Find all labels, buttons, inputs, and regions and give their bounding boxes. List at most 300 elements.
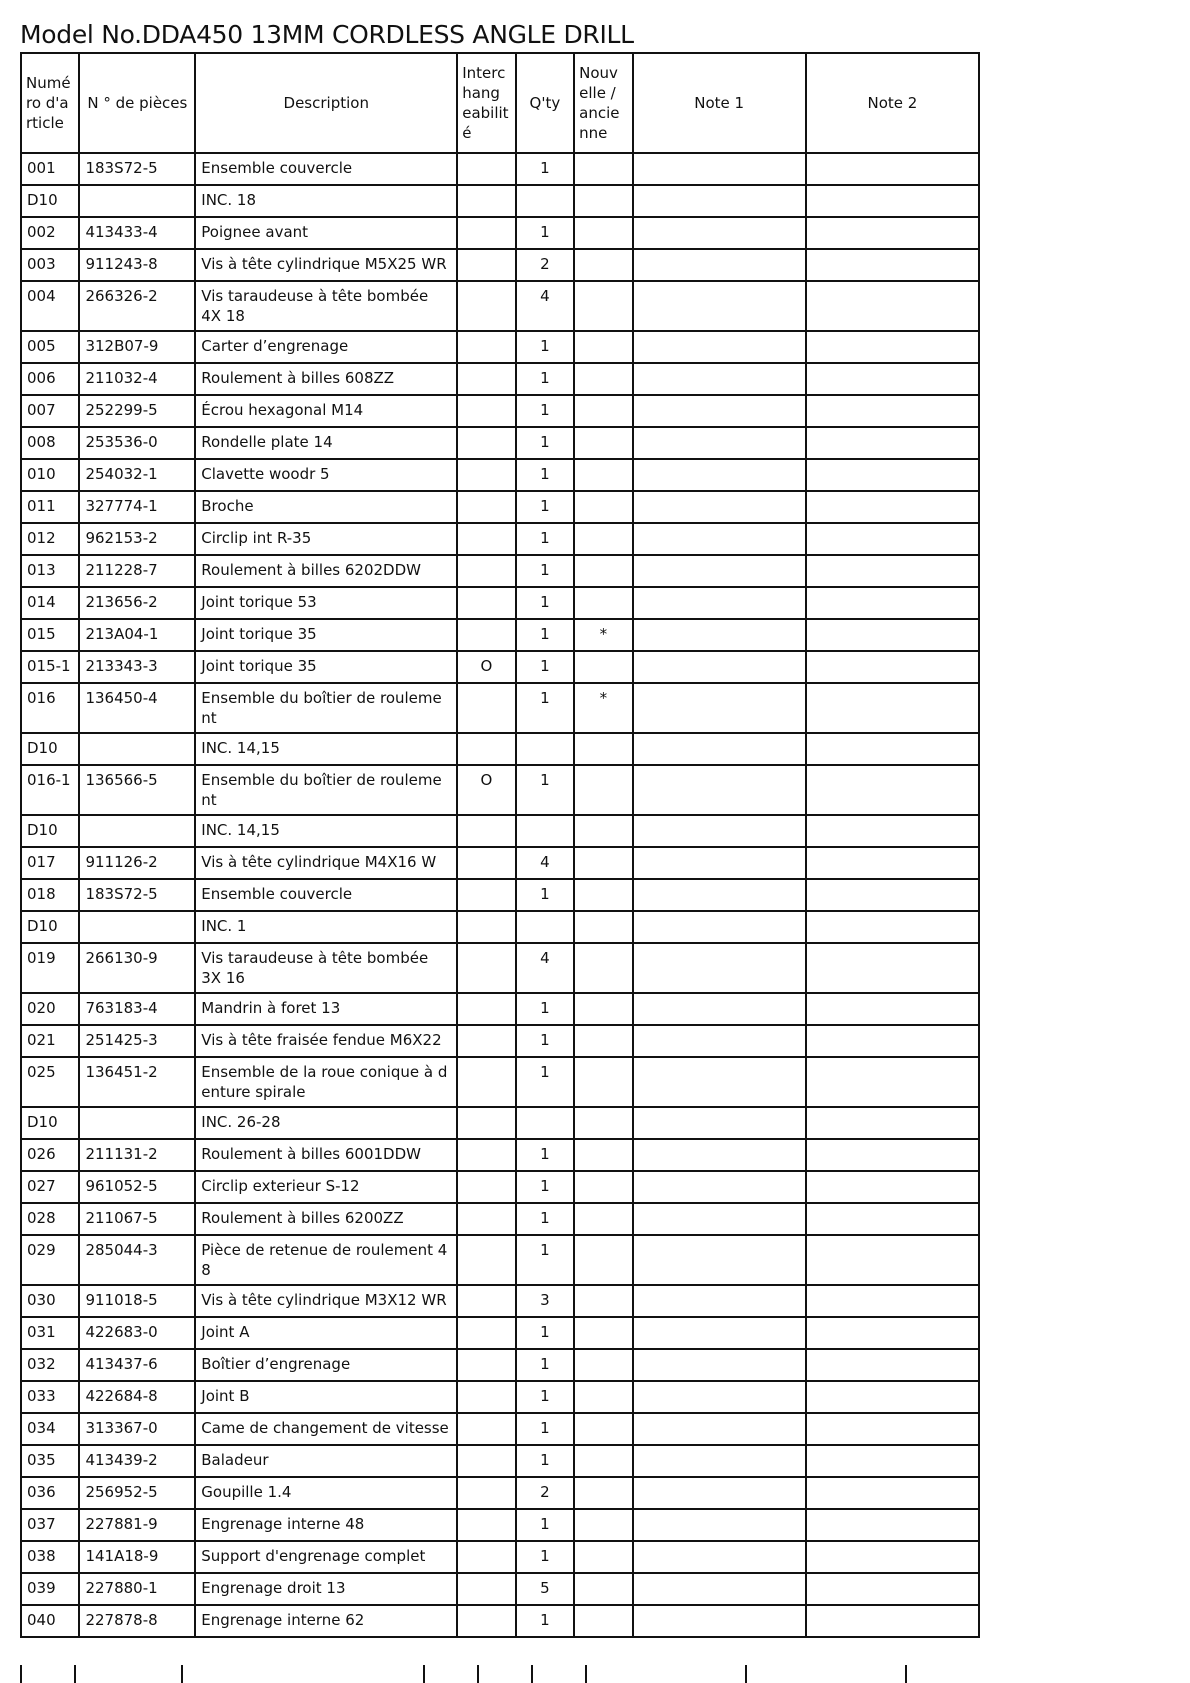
cell-item-number: 026 <box>21 1139 79 1171</box>
cell-quantity <box>516 733 574 765</box>
cell-interchangeability <box>457 249 515 281</box>
cell-item-number: 034 <box>21 1413 79 1445</box>
cell-part-number: 266130-9 <box>79 943 195 993</box>
cell-item-number: 005 <box>21 331 79 363</box>
cell-part-number: 183S72-5 <box>79 153 195 185</box>
cell-description: Clavette woodr 5 <box>195 459 457 491</box>
cell-note-2 <box>806 1509 979 1541</box>
cell-note-1 <box>633 523 806 555</box>
cell-item-number: D10 <box>21 815 79 847</box>
cell-interchangeability <box>457 555 515 587</box>
table-row <box>21 1573 979 1605</box>
cell-interchangeability <box>457 427 515 459</box>
table-row <box>21 1349 979 1381</box>
cell-description: Vis à tête cylindrique M4X16 W <box>195 847 457 879</box>
cell-description: Circlip int R-35 <box>195 523 457 555</box>
cell-interchangeability <box>457 1139 515 1171</box>
cell-quantity: 1 <box>516 1509 574 1541</box>
cell-note-2 <box>806 153 979 185</box>
cell-part-number: 413437-6 <box>79 1349 195 1381</box>
cell-note-2 <box>806 1235 979 1285</box>
cell-item-number: 038 <box>21 1541 79 1573</box>
cell-note-1 <box>633 815 806 847</box>
cell-new-old <box>574 1203 632 1235</box>
cell-description: Roulement à billes 6202DDW <box>195 555 457 587</box>
cell-interchangeability <box>457 1107 515 1139</box>
cell-quantity: 1 <box>516 523 574 555</box>
parts-table <box>20 52 980 1638</box>
table-row <box>21 331 979 363</box>
cell-note-2 <box>806 1139 979 1171</box>
cell-note-2 <box>806 185 979 217</box>
cell-interchangeability <box>457 1541 515 1573</box>
cell-interchangeability <box>457 331 515 363</box>
table-row <box>21 765 979 815</box>
cell-part-number: 413433-4 <box>79 217 195 249</box>
cell-note-1 <box>633 619 806 651</box>
table-row <box>21 587 979 619</box>
cell-note-2 <box>806 1317 979 1349</box>
table-row <box>21 1235 979 1285</box>
cell-quantity: 1 <box>516 1203 574 1235</box>
table-row <box>21 281 979 331</box>
cell-note-2 <box>806 879 979 911</box>
cell-note-2 <box>806 1203 979 1235</box>
cell-note-2 <box>806 815 979 847</box>
cell-note-2 <box>806 427 979 459</box>
cell-part-number: 213343-3 <box>79 651 195 683</box>
cell-new-old <box>574 523 632 555</box>
cell-interchangeability <box>457 1057 515 1107</box>
cell-item-number: 030 <box>21 1285 79 1317</box>
cell-interchangeability <box>457 1509 515 1541</box>
table-row <box>21 523 979 555</box>
cell-quantity <box>516 185 574 217</box>
cell-new-old <box>574 1605 632 1637</box>
cell-item-number: D10 <box>21 1107 79 1139</box>
cell-quantity: 1 <box>516 459 574 491</box>
cell-item-number: 013 <box>21 555 79 587</box>
cell-note-1 <box>633 1107 806 1139</box>
cell-quantity: 4 <box>516 281 574 331</box>
cell-new-old <box>574 733 632 765</box>
cell-description: Ensemble couvercle <box>195 153 457 185</box>
cell-description: Vis à tête fraisée fendue M6X22 <box>195 1025 457 1057</box>
cell-interchangeability: O <box>457 651 515 683</box>
table-row <box>21 1139 979 1171</box>
cell-description: Joint B <box>195 1381 457 1413</box>
table-row <box>21 1381 979 1413</box>
cell-item-number: 012 <box>21 523 79 555</box>
cell-description: Roulement à billes 608ZZ <box>195 363 457 395</box>
cell-description: Rondelle plate 14 <box>195 427 457 459</box>
cell-quantity: 4 <box>516 847 574 879</box>
cell-note-2 <box>806 363 979 395</box>
cell-interchangeability <box>457 1025 515 1057</box>
cell-item-number: 006 <box>21 363 79 395</box>
cell-item-number: 010 <box>21 459 79 491</box>
cell-new-old <box>574 815 632 847</box>
cell-quantity: 1 <box>516 1025 574 1057</box>
parts-table-body <box>21 153 979 1637</box>
cell-quantity: 2 <box>516 1477 574 1509</box>
cell-note-1 <box>633 1541 806 1573</box>
cell-new-old <box>574 459 632 491</box>
cell-part-number: 911126-2 <box>79 847 195 879</box>
col-header-item-number: Numé ro d'a rticle <box>21 53 79 153</box>
cell-part-number: 213656-2 <box>79 587 195 619</box>
cell-quantity: 1 <box>516 683 574 733</box>
cell-part-number <box>79 815 195 847</box>
cell-description: Joint torique 35 <box>195 619 457 651</box>
cell-part-number: 136450-4 <box>79 683 195 733</box>
cell-new-old <box>574 1445 632 1477</box>
cell-interchangeability <box>457 943 515 993</box>
table-row <box>21 993 979 1025</box>
table-row <box>21 249 979 281</box>
cell-item-number: 003 <box>21 249 79 281</box>
cell-item-number: 029 <box>21 1235 79 1285</box>
cell-description: Vis à tête cylindrique M5X25 WR <box>195 249 457 281</box>
cell-quantity <box>516 815 574 847</box>
cell-note-2 <box>806 523 979 555</box>
cell-note-1 <box>633 911 806 943</box>
cell-quantity: 1 <box>516 1605 574 1637</box>
cell-description: Joint torique 35 <box>195 651 457 683</box>
table-row <box>21 1477 979 1509</box>
cell-note-1 <box>633 1381 806 1413</box>
cell-note-1 <box>633 1477 806 1509</box>
cell-quantity: 1 <box>516 1139 574 1171</box>
cell-item-number: 031 <box>21 1317 79 1349</box>
cell-item-number: 028 <box>21 1203 79 1235</box>
cell-note-2 <box>806 1107 979 1139</box>
cell-interchangeability <box>457 993 515 1025</box>
table-row <box>21 395 979 427</box>
cell-item-number: 001 <box>21 153 79 185</box>
cell-part-number: 256952-5 <box>79 1477 195 1509</box>
cell-item-number: 027 <box>21 1171 79 1203</box>
cell-interchangeability <box>457 587 515 619</box>
cell-quantity: 1 <box>516 427 574 459</box>
cell-note-2 <box>806 619 979 651</box>
cell-quantity: 1 <box>516 1445 574 1477</box>
cell-note-2 <box>806 765 979 815</box>
cell-note-1 <box>633 1285 806 1317</box>
table-row <box>21 847 979 879</box>
cell-item-number: 037 <box>21 1509 79 1541</box>
cell-interchangeability <box>457 1413 515 1445</box>
cell-note-2 <box>806 1025 979 1057</box>
cell-new-old <box>574 1413 632 1445</box>
cell-new-old <box>574 879 632 911</box>
cell-description: INC. 14,15 <box>195 733 457 765</box>
cell-quantity: 1 <box>516 1317 574 1349</box>
cell-item-number: 016-1 <box>21 765 79 815</box>
cell-new-old: * <box>574 683 632 733</box>
cell-note-1 <box>633 1445 806 1477</box>
cell-item-number: 021 <box>21 1025 79 1057</box>
cell-description: Support d'engrenage complet <box>195 1541 457 1573</box>
table-row <box>21 733 979 765</box>
cell-note-2 <box>806 651 979 683</box>
cell-item-number: 032 <box>21 1349 79 1381</box>
col-header-new-old: Nouv elle / ancie nne <box>574 53 632 153</box>
cell-description: Carter d’engrenage <box>195 331 457 363</box>
cell-note-1 <box>633 1203 806 1235</box>
cell-note-1 <box>633 217 806 249</box>
cell-part-number: 227880-1 <box>79 1573 195 1605</box>
cell-note-1 <box>633 281 806 331</box>
cell-note-1 <box>633 331 806 363</box>
cell-new-old <box>574 1107 632 1139</box>
cell-item-number: D10 <box>21 733 79 765</box>
cell-note-2 <box>806 1477 979 1509</box>
cell-item-number: 015-1 <box>21 651 79 683</box>
cell-item-number: 002 <box>21 217 79 249</box>
cell-part-number: 211228-7 <box>79 555 195 587</box>
cell-interchangeability <box>457 1573 515 1605</box>
cell-note-1 <box>633 491 806 523</box>
cell-new-old <box>574 1477 632 1509</box>
cell-description: INC. 14,15 <box>195 815 457 847</box>
cell-interchangeability: O <box>457 765 515 815</box>
cell-note-1 <box>633 1413 806 1445</box>
cell-part-number: 211032-4 <box>79 363 195 395</box>
cell-interchangeability <box>457 459 515 491</box>
cell-description: Boîtier d’engrenage <box>195 1349 457 1381</box>
table-row <box>21 1413 979 1445</box>
cell-note-2 <box>806 1057 979 1107</box>
cell-new-old <box>574 427 632 459</box>
table-row <box>21 1057 979 1107</box>
cell-description: INC. 26-28 <box>195 1107 457 1139</box>
table-row <box>21 815 979 847</box>
cell-description: Came de changement de vitesse <box>195 1413 457 1445</box>
table-row <box>21 1509 979 1541</box>
table-row <box>21 555 979 587</box>
cell-part-number: 252299-5 <box>79 395 195 427</box>
cell-interchangeability <box>457 733 515 765</box>
cell-new-old <box>574 1349 632 1381</box>
cell-description: Joint A <box>195 1317 457 1349</box>
cell-note-1 <box>633 427 806 459</box>
table-row <box>21 427 979 459</box>
cell-description: Circlip exterieur S-12 <box>195 1171 457 1203</box>
cell-interchangeability <box>457 523 515 555</box>
cell-description: Ensemble du boîtier de rouleme nt <box>195 765 457 815</box>
cell-item-number: D10 <box>21 185 79 217</box>
cell-description: Mandrin à foret 13 <box>195 993 457 1025</box>
cell-description: Poignee avant <box>195 217 457 249</box>
table-row <box>21 1541 979 1573</box>
cell-item-number: 025 <box>21 1057 79 1107</box>
cell-item-number: 036 <box>21 1477 79 1509</box>
cell-note-1 <box>633 993 806 1025</box>
cell-note-2 <box>806 281 979 331</box>
cell-quantity: 1 <box>516 491 574 523</box>
cell-new-old <box>574 911 632 943</box>
cell-note-1 <box>633 1057 806 1107</box>
cell-description: INC. 1 <box>195 911 457 943</box>
cell-part-number: 227878-8 <box>79 1605 195 1637</box>
cell-interchangeability <box>457 395 515 427</box>
table-row <box>21 363 979 395</box>
cell-note-2 <box>806 911 979 943</box>
table-row <box>21 217 979 249</box>
cell-item-number: 017 <box>21 847 79 879</box>
cell-new-old <box>574 651 632 683</box>
cell-interchangeability <box>457 363 515 395</box>
cell-description: Vis à tête cylindrique M3X12 WR <box>195 1285 457 1317</box>
cell-note-2 <box>806 217 979 249</box>
cell-part-number: 266326-2 <box>79 281 195 331</box>
table-continuation <box>20 1665 980 1683</box>
table-row <box>21 619 979 651</box>
cell-part-number: 254032-1 <box>79 459 195 491</box>
col-header-part-number: N ° de pièces <box>79 53 195 153</box>
cell-quantity: 1 <box>516 395 574 427</box>
cell-quantity: 1 <box>516 1349 574 1381</box>
cell-part-number: 285044-3 <box>79 1235 195 1285</box>
cell-note-1 <box>633 555 806 587</box>
cell-new-old <box>574 1025 632 1057</box>
cell-new-old <box>574 281 632 331</box>
cell-quantity <box>516 911 574 943</box>
cell-item-number: 019 <box>21 943 79 993</box>
table-row <box>21 459 979 491</box>
cell-quantity: 1 <box>516 1541 574 1573</box>
cell-part-number: 213A04-1 <box>79 619 195 651</box>
cell-new-old <box>574 185 632 217</box>
cell-interchangeability <box>457 1605 515 1637</box>
cell-item-number: 040 <box>21 1605 79 1637</box>
cell-new-old <box>574 153 632 185</box>
cell-quantity: 1 <box>516 1171 574 1203</box>
cell-note-2 <box>806 847 979 879</box>
cell-note-1 <box>633 1025 806 1057</box>
cell-new-old <box>574 249 632 281</box>
cell-quantity: 1 <box>516 1235 574 1285</box>
table-row <box>21 1171 979 1203</box>
cell-new-old <box>574 587 632 619</box>
table-row <box>21 1107 979 1139</box>
cell-note-1 <box>633 395 806 427</box>
cell-note-2 <box>806 555 979 587</box>
cell-new-old <box>574 1381 632 1413</box>
cell-note-2 <box>806 683 979 733</box>
cell-item-number: 039 <box>21 1573 79 1605</box>
table-row <box>21 683 979 733</box>
cell-note-2 <box>806 733 979 765</box>
cell-interchangeability <box>457 281 515 331</box>
cell-new-old <box>574 1509 632 1541</box>
cell-item-number: 018 <box>21 879 79 911</box>
cell-part-number: 327774-1 <box>79 491 195 523</box>
cell-description: Ensemble couvercle <box>195 879 457 911</box>
cell-description: Ensemble du boîtier de rouleme nt <box>195 683 457 733</box>
cell-quantity <box>516 1107 574 1139</box>
cell-note-2 <box>806 1573 979 1605</box>
cell-quantity: 1 <box>516 1413 574 1445</box>
cell-interchangeability <box>457 1235 515 1285</box>
cell-quantity: 5 <box>516 1573 574 1605</box>
cell-part-number <box>79 185 195 217</box>
cell-quantity: 4 <box>516 943 574 993</box>
cell-new-old <box>574 395 632 427</box>
cell-new-old <box>574 491 632 523</box>
cell-note-1 <box>633 765 806 815</box>
cell-description: Engrenage interne 48 <box>195 1509 457 1541</box>
cell-part-number: 962153-2 <box>79 523 195 555</box>
cell-part-number: 136566-5 <box>79 765 195 815</box>
cell-interchangeability <box>457 217 515 249</box>
cell-quantity: 1 <box>516 363 574 395</box>
cell-item-number: 004 <box>21 281 79 331</box>
cell-note-1 <box>633 1349 806 1381</box>
col-header-note-2: Note 2 <box>806 53 979 153</box>
cell-new-old: * <box>574 619 632 651</box>
cell-part-number: 911018-5 <box>79 1285 195 1317</box>
cell-note-1 <box>633 683 806 733</box>
cell-new-old <box>574 1139 632 1171</box>
cell-part-number <box>79 911 195 943</box>
cell-description: Roulement à billes 6200ZZ <box>195 1203 457 1235</box>
cell-interchangeability <box>457 1285 515 1317</box>
cell-note-2 <box>806 1349 979 1381</box>
cell-note-2 <box>806 587 979 619</box>
cell-new-old <box>574 1285 632 1317</box>
table-header-row <box>21 53 979 153</box>
cell-part-number: 211067-5 <box>79 1203 195 1235</box>
cell-new-old <box>574 555 632 587</box>
cell-part-number: 911243-8 <box>79 249 195 281</box>
cell-note-1 <box>633 587 806 619</box>
table-row <box>21 1445 979 1477</box>
table-row <box>21 943 979 993</box>
cell-part-number: 961052-5 <box>79 1171 195 1203</box>
cell-interchangeability <box>457 1381 515 1413</box>
cell-description: Écrou hexagonal M14 <box>195 395 457 427</box>
cell-note-2 <box>806 1171 979 1203</box>
cell-note-2 <box>806 1445 979 1477</box>
cell-new-old <box>574 363 632 395</box>
cell-description: Vis taraudeuse à tête bombée 3X 16 <box>195 943 457 993</box>
cell-part-number: 312B07-9 <box>79 331 195 363</box>
col-header-note-1: Note 1 <box>633 53 806 153</box>
cell-note-1 <box>633 733 806 765</box>
cell-item-number: 015 <box>21 619 79 651</box>
cell-note-1 <box>633 1171 806 1203</box>
cell-item-number: 007 <box>21 395 79 427</box>
cell-note-1 <box>633 1509 806 1541</box>
cell-note-1 <box>633 153 806 185</box>
cell-item-number: 011 <box>21 491 79 523</box>
cell-interchangeability <box>457 619 515 651</box>
cell-interchangeability <box>457 683 515 733</box>
cell-note-1 <box>633 847 806 879</box>
cell-part-number: 422684-8 <box>79 1381 195 1413</box>
cell-item-number: 008 <box>21 427 79 459</box>
cell-new-old <box>574 1317 632 1349</box>
table-row <box>21 491 979 523</box>
col-header-quantity: Q'ty <box>516 53 574 153</box>
cell-interchangeability <box>457 153 515 185</box>
cell-interchangeability <box>457 185 515 217</box>
cell-note-2 <box>806 1413 979 1445</box>
cell-quantity: 1 <box>516 765 574 815</box>
cell-new-old <box>574 1235 632 1285</box>
